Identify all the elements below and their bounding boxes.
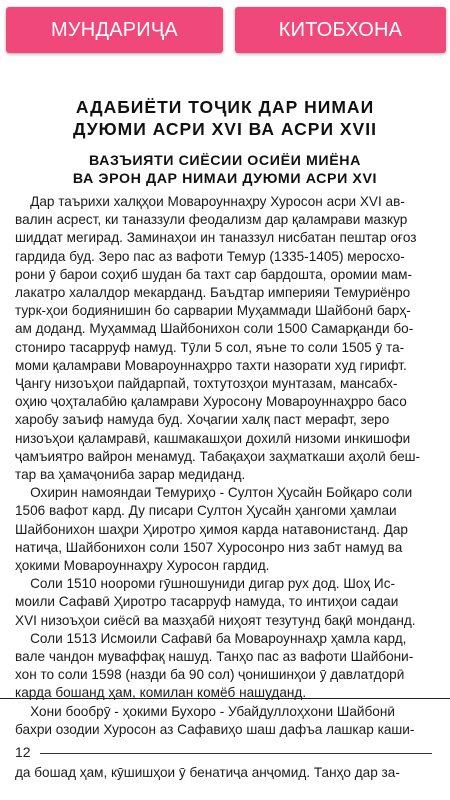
body-text-line: ҳокими Мовароуннаҳру Хуросон гардид. — [15, 558, 270, 574]
contents-button[interactable]: МУНДАРИҶА — [6, 7, 223, 53]
section-title — [0, 152, 450, 188]
body-text-line: рони ӯ барои соҳиб шудан ба тахт сар бардошта, оромии мам- — [15, 266, 413, 282]
body-text-line: Шайбонихон шаҳри Ҳиротро ҳимоя карда натавонистанд. Дар — [15, 521, 408, 537]
body-text-line: Хони бообрӯ - ҳокими Бухоро - Убайдуллоҳхони Шайбонӣ — [15, 703, 395, 719]
body-text-line: гардида буд. Зеро пас аз вафоти Темур (1335-1405) меросхо- — [15, 248, 405, 264]
body-text-line: Ҷангу низоъҳои пайдарпай, тохтутозҳои мунтазам, мансабх- — [15, 376, 398, 392]
body-text-line: моми қаламрави Мовароуннаҳрро тахти назорати худ гирифт. — [15, 357, 407, 373]
body-text-line: оҳию ҷоҳталабӣю қаламрави Хуросону Мовароуннаҳрро басо — [15, 394, 407, 410]
chapter-title — [0, 96, 450, 140]
body-text-line: натиҷа, Шайбонихон соли 1507 Хуросонро низ забт намуд ва — [15, 539, 403, 555]
body-text-line: хон то соли 1598 (назди ба 90 сол) ҷонишинҳои ӯ давлатдорӣ — [15, 667, 405, 683]
body-text-line: Охирин намояндаи Темуриҳо - Султон Ҳусайн Бойқаро соли — [15, 485, 413, 501]
body-text-line: ам доданд. Муҳаммад Шайбонихон соли 1500 Самарқанди бо- — [15, 321, 414, 337]
body-text-line: турк-ҳои бодиянишин бо сарварии Муҳаммади Шайбонӣ барҳ- — [15, 303, 411, 319]
next-page-fragment — [0, 741, 450, 800]
body-text-line: валин асрест, ки таназзули феодализм дар қаламрави мазкур — [15, 212, 408, 228]
page-number: 12 — [15, 744, 31, 760]
body-text-line: Соли 1510 ноороми гӯшношуниди дигар рух дод. Шоҳ Ис- — [15, 576, 396, 592]
body-text — [15, 193, 435, 739]
body-text-line: тар ва ҳамаҷониба зарар медиданд. — [15, 467, 246, 483]
section-title-line: ВАЗЪИЯТИ СИЁСИИ ОСИЁИ МИЁНА — [88, 153, 362, 169]
page-divider — [0, 698, 450, 699]
body-text-line: XVI низоъҳои сиёсӣ ва мазҳабӣ ниҳоят тезутунд бақӣ монданд. — [15, 612, 416, 628]
book-page — [0, 62, 450, 800]
body-text-line: карда бошанд ҳам, комилан комёб нашуданд. — [15, 685, 307, 701]
chapter-title-line: ДУЮМИ АСРИ XVI ВА АСРИ XVII — [73, 119, 377, 139]
body-text-line: шиддат мегирад. Заминаҳои ин таназзул нисбатан пештар оғоз — [15, 230, 417, 246]
body-text-line: низоъҳои қаламравӣ, кашмакашҳои дохилӣ низоми инкишофи — [15, 430, 411, 446]
chapter-title-line: АДАБИЁТИ ТОҶИК ДАР НИМАИ — [75, 97, 375, 117]
body-text-line: 1506 вафот кард. Ду писари Султон Ҳусайн ҳангоми ҳамлаи — [15, 503, 397, 519]
body-text-line: вале чандон муваффақ нашуд. Танҳо пас аз вафоти Шайбони- — [15, 649, 414, 665]
body-text-line: бахри озодии Хуросон аз Сафавиҳо шаш дафъа лашкар каши- — [15, 721, 415, 737]
body-text-line: стониро тасарруф намуд. Тӯли 5 сол, яъне то соли 1505 ӯ та- — [15, 339, 405, 355]
header-rule — [40, 753, 432, 754]
next-page-text-line: да бошад ҳам, кӯшишҳои ӯ бенатиҷа анҷомид. Танҳо дар за- — [15, 765, 400, 780]
body-text-line: ҷамъиятро вайрон менамуд. Табақаҳои заҳматкаши аҳолӣ беш- — [15, 448, 421, 464]
section-title-line: ВА ЭРОН ДАР НИМАИ ДУЮМИ АСРИ XVI — [72, 171, 378, 187]
top-nav-bar — [0, 0, 450, 62]
body-text-line: харобу заъиф намуда буд. Хоҷагии халқ паст мерафт, зеро — [15, 412, 390, 428]
body-text-line: лакатро халалдор мекарданд. Баъдтар империяи Темуриёнро — [15, 285, 411, 301]
body-text-line: Дар таърихи халқҳои Мовароуннаҳру Хуросон асри XVI ав- — [15, 194, 405, 209]
body-text-line: моили Сафавӣ Ҳиротро тасарруф намуда, то интиҳои садаи — [15, 594, 399, 610]
library-button[interactable]: КИТОБХОНА — [235, 7, 446, 53]
body-text-line: Соли 1513 Исмоили Сафавӣ ба Мовароуннаҳр ҳамла кард, — [15, 630, 407, 646]
